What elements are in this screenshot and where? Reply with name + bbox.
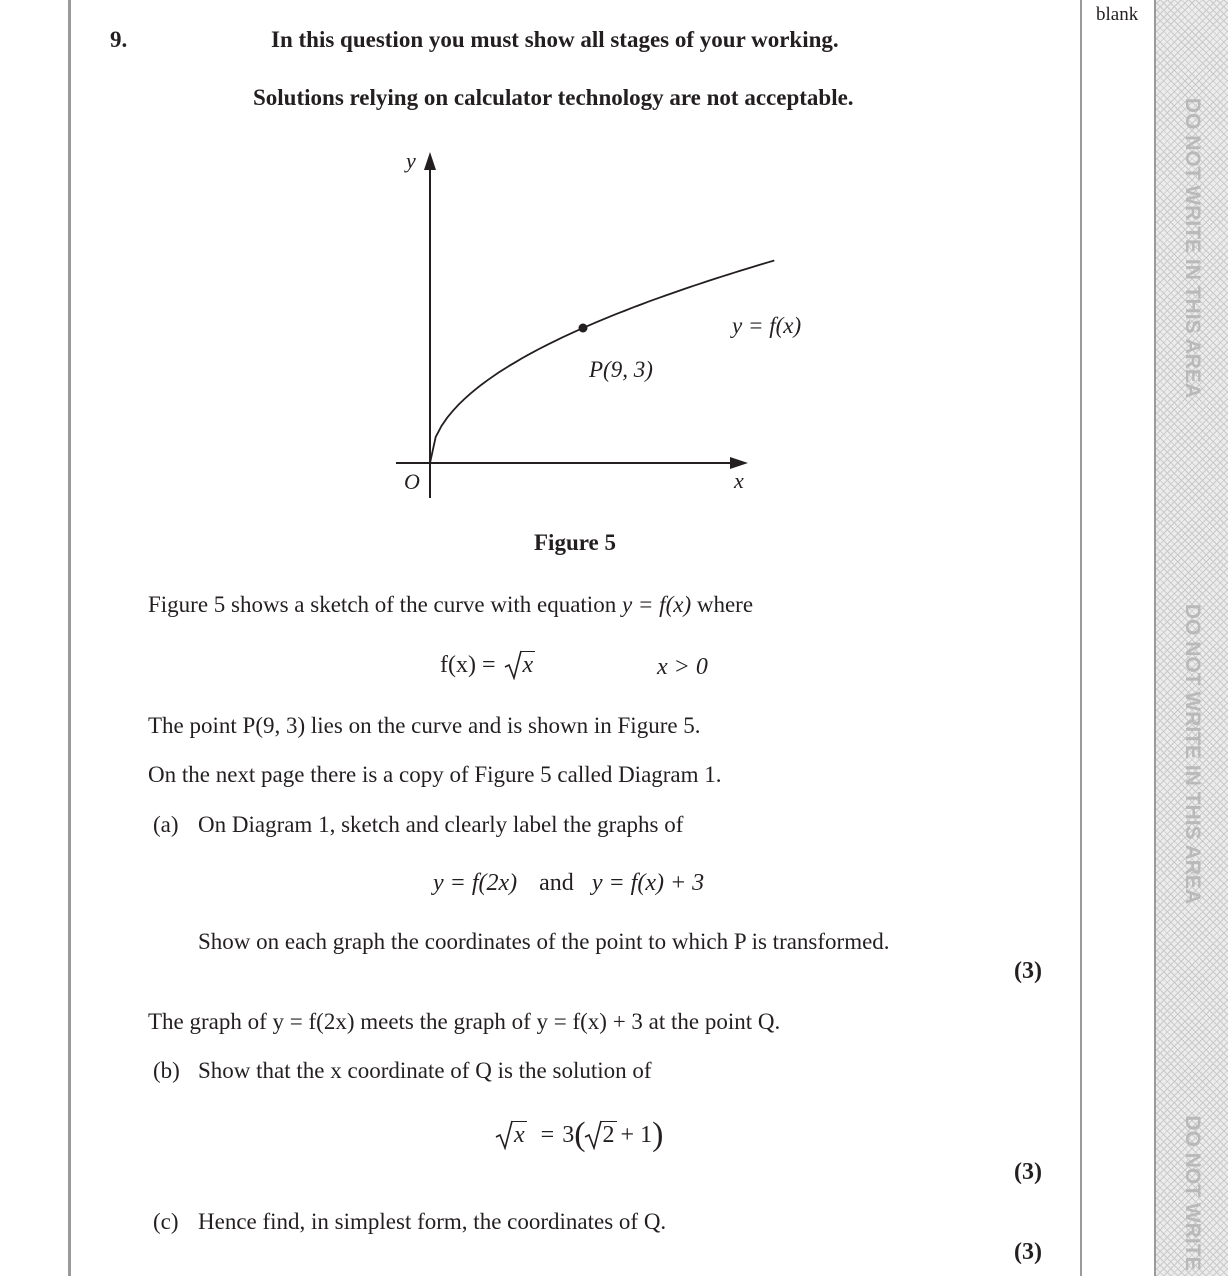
plus-one: + 1 — [620, 1122, 653, 1148]
part-a-show-text: Show on each graph the coordinates of the point to which P is transformed. — [198, 929, 890, 954]
sqrt-2 — [586, 1122, 617, 1149]
part-c-marks: (3) — [1014, 1239, 1042, 1265]
radicand-x: x — [522, 652, 534, 678]
and-word: and — [539, 870, 574, 896]
x-axis-label: x — [734, 468, 744, 493]
radicand-2: 2 — [602, 1122, 615, 1148]
equals-sign: = — [540, 1122, 555, 1148]
open-paren: ( — [574, 1116, 586, 1153]
figure-caption: Figure 5 — [534, 530, 616, 555]
part-b-equation — [497, 1116, 664, 1153]
origin-label: O — [404, 469, 420, 494]
curve-label: y = f(x) — [732, 313, 802, 338]
sqrt-x — [497, 1122, 527, 1149]
part-a-label: (a) — [153, 812, 179, 837]
point-p-label: P(9, 3) — [589, 357, 653, 382]
y-axis-arrow — [424, 152, 436, 170]
part-c-text: Hence find, in simplest form, the coordinates of Q. — [198, 1209, 667, 1234]
do-not-write-label: DO NOT WRITE IN THIS AREA — [1181, 97, 1204, 399]
point-p-statement: The point P(9, 3) lies on the curve and is shown in Figure 5. — [148, 713, 701, 738]
radical-sign — [504, 650, 522, 680]
part-b-marks: (3) — [1014, 1159, 1042, 1185]
figure-5-graph — [380, 140, 830, 510]
point-p — [579, 324, 588, 333]
do-not-write-label: DO NOT WRITE — [1181, 1115, 1204, 1271]
answer-margin-line — [1080, 0, 1082, 1276]
part-a-marks: (3) — [1014, 958, 1042, 984]
diagram-1-note: On the next page there is a copy of Figure 5 called Diagram 1. — [148, 762, 722, 787]
instruction-calculator: Solutions relying on calculator technology are not acceptable. — [253, 85, 854, 110]
radicand-x: x — [514, 1122, 525, 1148]
intro-text: Figure 5 shows a sketch of the curve with equation — [148, 592, 617, 617]
left-margin-line — [68, 0, 71, 1276]
part-a-text: On Diagram 1, sketch and clearly label the graphs of — [198, 812, 684, 837]
leave-blank-label: blank — [1096, 4, 1139, 25]
radical-sign — [495, 1120, 513, 1150]
domain-condition: x > 0 — [657, 654, 708, 680]
instruction-working: In this question you must show all stages of your working. — [271, 27, 839, 52]
equation-f-2x: y = f(2x) — [433, 870, 518, 896]
coefficient-3: 3 — [562, 1122, 575, 1148]
do-not-write-label: DO NOT WRITE IN THIS AREA — [1181, 603, 1204, 905]
part-a-equations — [433, 870, 704, 897]
equation-f-x-plus-3: y = f(x) + 3 — [591, 870, 705, 896]
sqrt-x — [506, 652, 536, 679]
part-c-label: (c) — [153, 1209, 179, 1234]
intro-where: where — [696, 592, 754, 617]
fx-def-text: f(x) = — [440, 652, 496, 678]
part-b-text: Show that the x coordinate of Q is the solution of — [198, 1058, 652, 1083]
close-paren: ) — [652, 1116, 664, 1153]
y-axis-label: y — [406, 148, 416, 173]
intro-equation: y = f(x) — [621, 592, 692, 617]
intersection-statement: The graph of y = f(2x) meets the graph of y = f(x) + 3 at the point Q. — [148, 1009, 781, 1034]
part-b-label: (b) — [153, 1058, 180, 1083]
figure-intro-line — [148, 592, 753, 618]
question-number: 9. — [110, 27, 128, 52]
function-definition — [440, 652, 535, 679]
radical-sign — [584, 1120, 602, 1150]
